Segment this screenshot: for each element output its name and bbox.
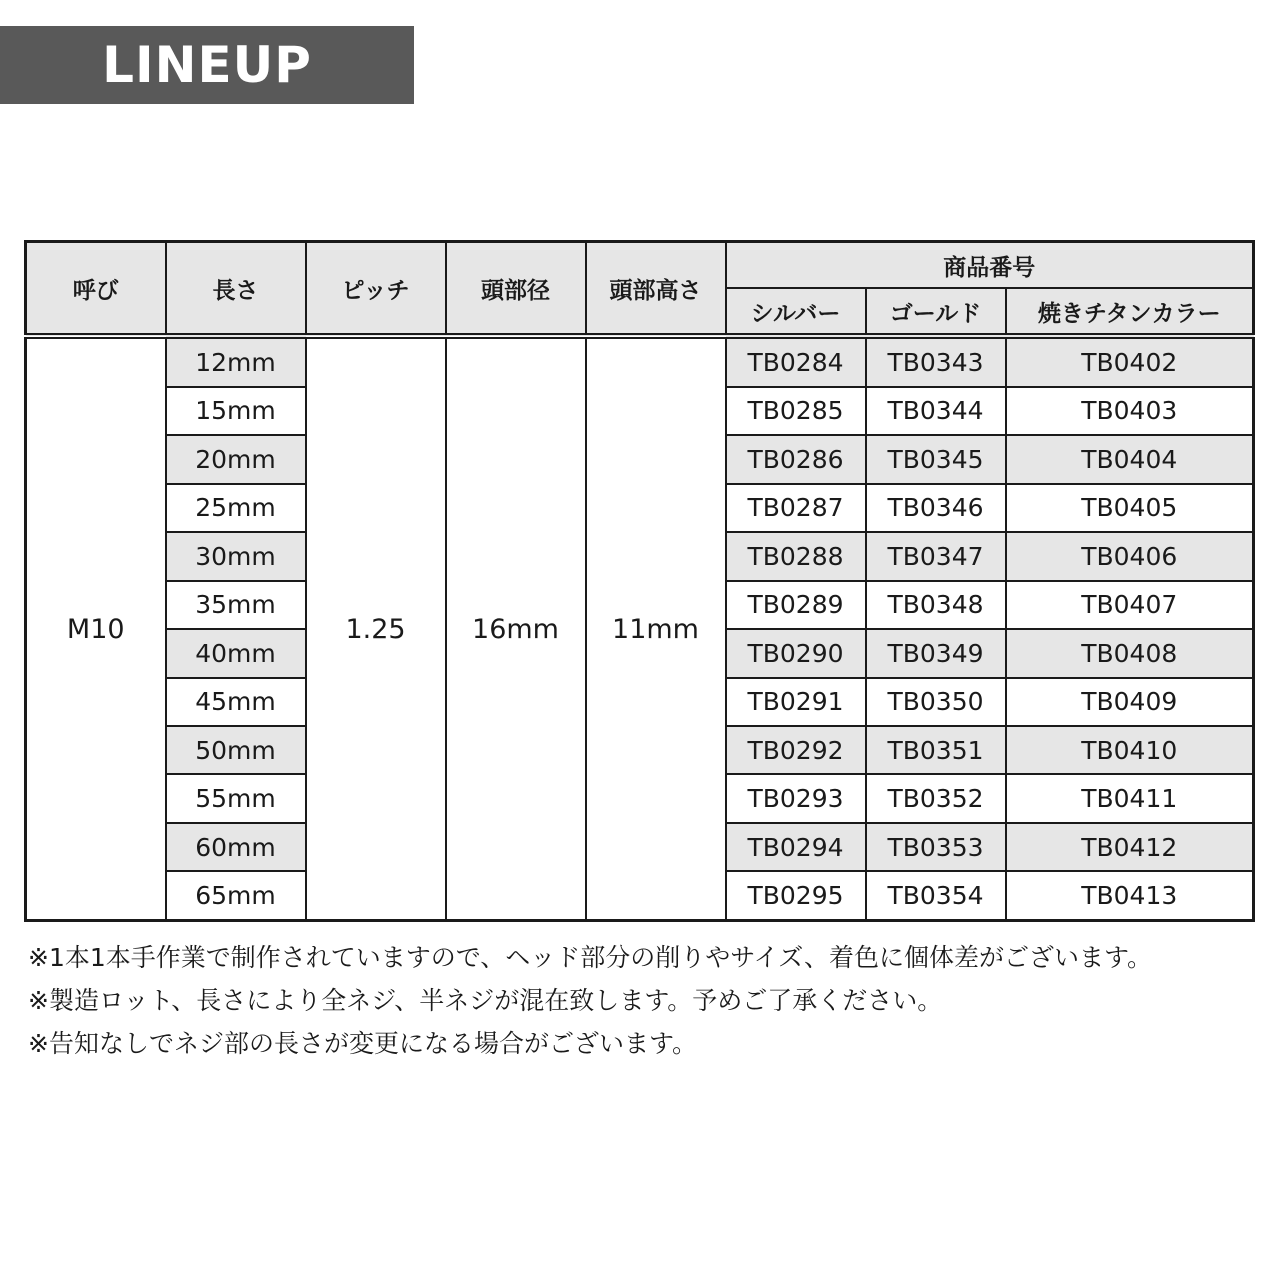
size-cell: M10 — [26, 336, 166, 921]
length-cell: 25mm — [166, 484, 306, 532]
gold-code-cell: TB0344 — [866, 387, 1006, 435]
burnt-titanium-code-cell: TB0412 — [1006, 823, 1254, 871]
burnt-titanium-code-cell: TB0413 — [1006, 871, 1254, 920]
gold-code-cell: TB0352 — [866, 774, 1006, 822]
note-handmade: ※1本1本手作業で制作されていますので、ヘッド部分の削りやサイズ、着色に個体差がございます。 — [28, 943, 1153, 972]
header-size: 呼び — [26, 242, 166, 337]
gold-code-cell: TB0346 — [866, 484, 1006, 532]
head-height-cell: 11mm — [586, 336, 726, 921]
length-cell: 65mm — [166, 871, 306, 920]
silver-code-cell: TB0294 — [726, 823, 866, 871]
table-row — [26, 336, 1254, 387]
gold-code-cell: TB0353 — [866, 823, 1006, 871]
length-cell: 40mm — [166, 629, 306, 677]
lineup-banner — [0, 26, 414, 104]
silver-code-cell: TB0288 — [726, 532, 866, 580]
silver-code-cell: TB0292 — [726, 726, 866, 774]
gold-code-cell: TB0351 — [866, 726, 1006, 774]
length-cell: 12mm — [166, 336, 306, 387]
gold-code-cell: TB0350 — [866, 678, 1006, 726]
head-diameter-cell: 16mm — [446, 336, 586, 921]
length-cell: 30mm — [166, 532, 306, 580]
burnt-titanium-code-cell: TB0402 — [1006, 336, 1254, 387]
notes — [28, 936, 1258, 1065]
length-cell: 50mm — [166, 726, 306, 774]
burnt-titanium-code-cell: TB0408 — [1006, 629, 1254, 677]
burnt-titanium-code-cell: TB0405 — [1006, 484, 1254, 532]
length-cell: 55mm — [166, 774, 306, 822]
header-pitch: ピッチ — [306, 242, 446, 337]
silver-code-cell: TB0289 — [726, 581, 866, 629]
silver-code-cell: TB0284 — [726, 336, 866, 387]
header-head-diameter: 頭部径 — [446, 242, 586, 337]
banner-title: LINEUP — [102, 36, 312, 94]
silver-code-cell: TB0295 — [726, 871, 866, 920]
header-burnt-titanium: 焼きチタンカラー — [1006, 288, 1254, 336]
burnt-titanium-code-cell: TB0410 — [1006, 726, 1254, 774]
lineup-table — [24, 240, 1255, 922]
silver-code-cell: TB0285 — [726, 387, 866, 435]
gold-code-cell: TB0347 — [866, 532, 1006, 580]
gold-code-cell: TB0354 — [866, 871, 1006, 920]
burnt-titanium-code-cell: TB0403 — [1006, 387, 1254, 435]
note-thread-change: ※告知なしでネジ部の長さが変更になる場合がございます。 — [28, 1029, 697, 1058]
header-head-height: 頭部高さ — [586, 242, 726, 337]
length-cell: 35mm — [166, 581, 306, 629]
length-cell: 15mm — [166, 387, 306, 435]
silver-code-cell: TB0291 — [726, 678, 866, 726]
gold-code-cell: TB0349 — [866, 629, 1006, 677]
length-cell: 45mm — [166, 678, 306, 726]
gold-code-cell: TB0343 — [866, 336, 1006, 387]
burnt-titanium-code-cell: TB0407 — [1006, 581, 1254, 629]
note-thread-mix: ※製造ロット、長さにより全ネジ、半ネジが混在致します。予めご了承ください。 — [28, 986, 943, 1015]
header-product-number: 商品番号 — [726, 242, 1254, 289]
length-cell: 20mm — [166, 435, 306, 483]
silver-code-cell: TB0286 — [726, 435, 866, 483]
table-body — [26, 336, 1254, 921]
silver-code-cell: TB0293 — [726, 774, 866, 822]
silver-code-cell: TB0287 — [726, 484, 866, 532]
pitch-cell: 1.25 — [306, 336, 446, 921]
header-silver: シルバー — [726, 288, 866, 336]
silver-code-cell: TB0290 — [726, 629, 866, 677]
header-length: 長さ — [166, 242, 306, 337]
header-gold: ゴールド — [866, 288, 1006, 336]
gold-code-cell: TB0348 — [866, 581, 1006, 629]
burnt-titanium-code-cell: TB0409 — [1006, 678, 1254, 726]
gold-code-cell: TB0345 — [866, 435, 1006, 483]
burnt-titanium-code-cell: TB0411 — [1006, 774, 1254, 822]
burnt-titanium-code-cell: TB0406 — [1006, 532, 1254, 580]
length-cell: 60mm — [166, 823, 306, 871]
burnt-titanium-code-cell: TB0404 — [1006, 435, 1254, 483]
